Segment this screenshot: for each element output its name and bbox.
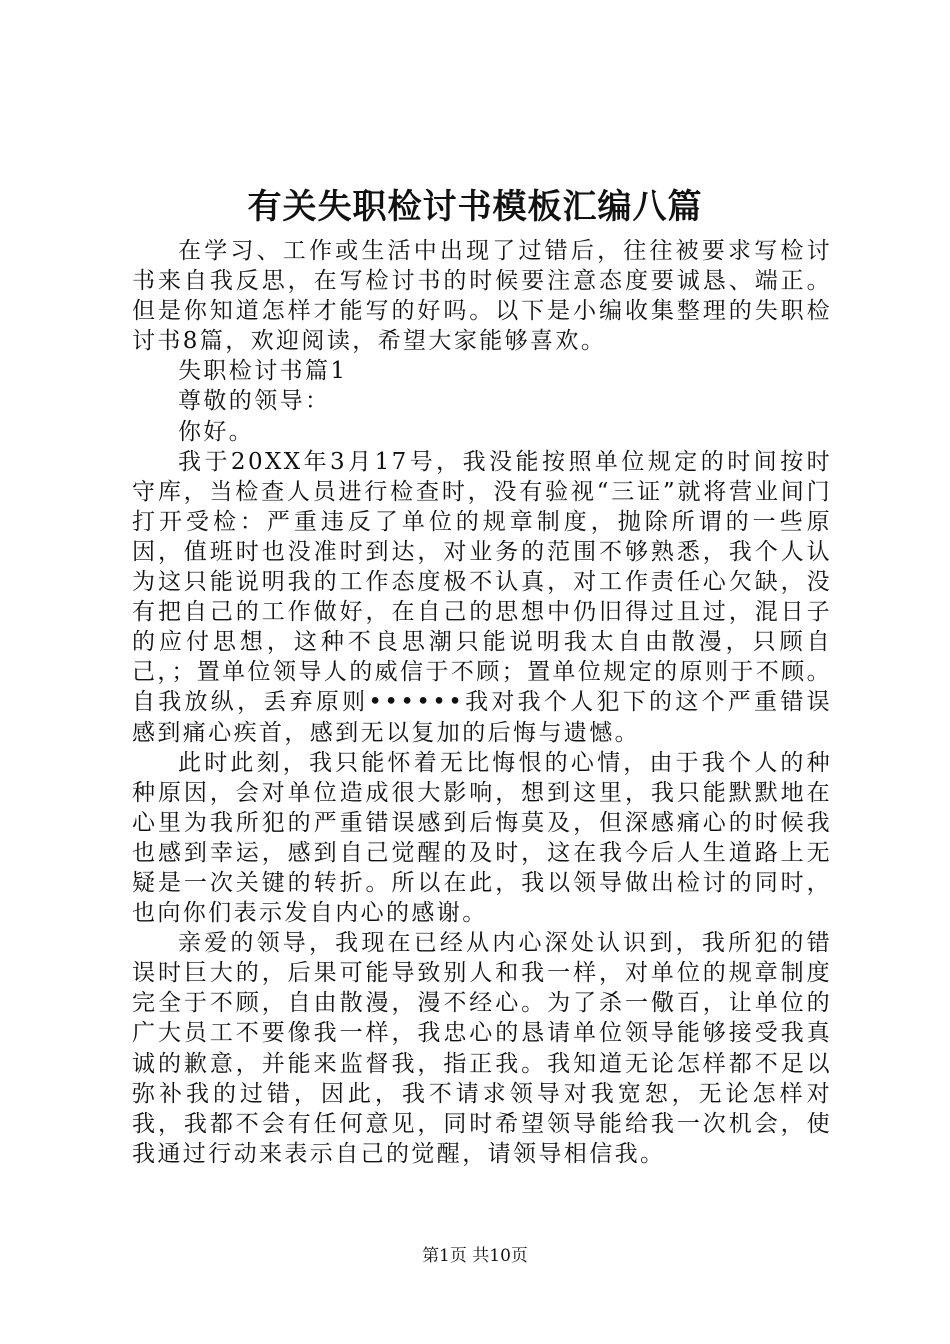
salutation: 尊敬的领导：: [178, 388, 331, 415]
body-paragraph: 此时此刻，我只能怀着无比悔恨的心情，由于我个人的种种原因，会对单位造成很大影响，想到这里，我只能默默地在心里为我所犯的严重错误感到后悔莫及，但深感痛心的时候我也感到幸运，感到自己觉醒的及时，这在我今后人生道路上无疑是一次关键的转折。所以在此，我以领导做出检讨的同时，也向你们表示发自内心的感谢。: [132, 749, 832, 927]
page-footer: 第1页 共10页: [422, 1246, 528, 1266]
document-title: 有关失职检讨书模板汇编八篇: [247, 187, 703, 227]
document-body: [132, 236, 832, 1169]
body-paragraph: 我于20XX年3月17号，我没能按照单位规定的时间按时守库，当检查人员进行检查时，没有验视“三证”就将营业间门打开受检：严重违反了单位的规章制度，抛除所谓的一些原因，值班时也没准时到达，对业务的范围不够熟悉，我个人认为这只能说明我的工作态度极不认真，对工作责任心欠缺，没有把自己的工作做好，在自己的思想中仍旧得过且过，混日子的应付思想，这种不良思潮只能说明我太自由散漫，只顾自己，；置单位领导人的威信于不顾；置单位规定的原则于不顾。自我放纵，丢弃原则••••••我对我个人犯下的这个严重错误感到痛心疾首，感到无以复加的后悔与遗憾。: [132, 448, 832, 746]
section-heading: 失职检讨书篇1: [178, 358, 348, 385]
body-paragraph: 亲爱的领导，我现在已经从内心深处认识到，我所犯的错误时巨大的，后果可能导致别人和我一样，对单位的规章制度完全于不顾，自由散漫，漫不经心。为了杀一儆百，让单位的广大员工不要像我一样，我忠心的恳请单位领导能够接受我真诚的歉意，并能来监督我，指正我。我知道无论怎样都不足以弥补我的过错，因此，我不请求领导对我宽恕，无论怎样对我，我都不会有任何意见，同时希望领导能给我一次机会，使我通过行动来表示自己的觉醒，请领导相信我。: [132, 930, 832, 1167]
greeting: 你好。: [178, 418, 255, 445]
intro-paragraph: 在学习、工作或生活中出现了过错后，往往被要求写检讨书来自我反思，在写检讨书的时候要注意态度要诚恳、端正。但是你知道怎样才能写的好吗。以下是小编收集整理的失职检讨书8篇，欢迎阅读，希望大家能够喜欢。: [132, 238, 832, 355]
